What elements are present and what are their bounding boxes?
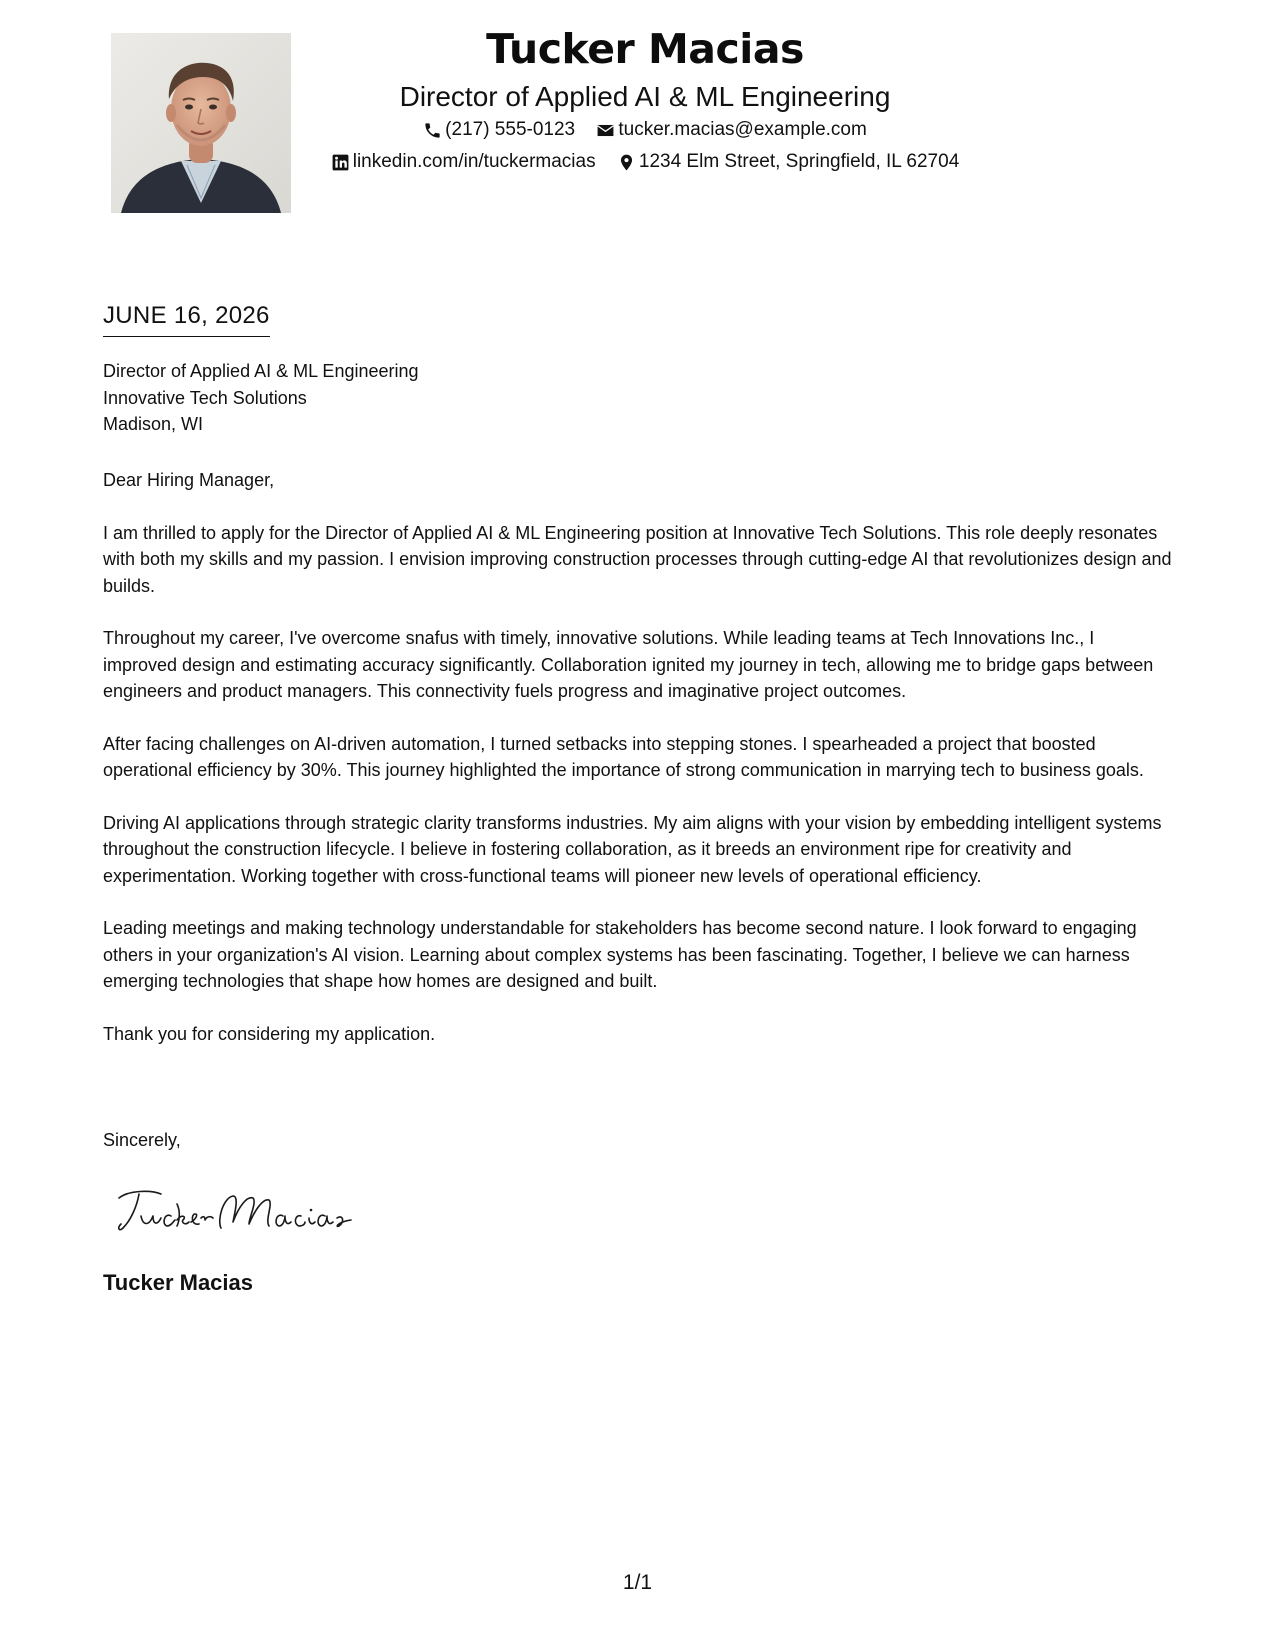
contact-address [617, 146, 959, 178]
letter-header [300, 18, 990, 178]
phone-text: (217) 555-0123 [445, 119, 576, 140]
letter-date: JUNE 16, 2026 [103, 298, 270, 337]
profile-photo [111, 33, 291, 213]
envelope-icon [596, 121, 615, 140]
contact-email[interactable] [596, 114, 866, 146]
contact-line-1 [300, 114, 990, 146]
linkedin-icon [331, 153, 350, 172]
contact-phone[interactable] [423, 114, 575, 146]
recipient-block [103, 358, 419, 438]
paragraph: Throughout my career, I've overcome snafus with timely, innovative solutions. While leading teams at Tech Innovations Inc., I improved design and estimating accuracy significantly. Collaboration ignited my journey in tech, allowing me to bridge gaps between engineers and product managers. This connectivity fuels progress and imaginative project outcomes. [103, 628, 1154, 701]
linkedin-text: linkedin.com/in/tuckermacias [352, 151, 596, 172]
contact-linkedin[interactable] [331, 146, 596, 178]
paragraph: Driving AI applications through strategic clarity transforms industries. My aim aligns with your vision by embedding intelligent systems throughout the construction lifecycle. I believe in fostering collaboration, as it breeds an environment ripe for creativity and experimentation. Working together with cross-functional teams will pioneer new levels of operational efficiency. [103, 812, 1162, 886]
phone-icon [423, 121, 442, 140]
recipient-company: Innovative Tech Solutions [103, 387, 307, 408]
paragraph: Leading meetings and making technology understandable for stakeholders has become second nature. I look forward to engaging others in your organization's AI vision. Learning about complex systems has been fascinating. Together, I believe we can harness emerging technologies that shape how homes are designed and built. [103, 918, 1137, 991]
salutation: Dear Hiring Manager, [103, 470, 275, 490]
letter-content [103, 467, 1173, 1073]
paragraph: I am thrilled to apply for the Director of Applied AI & ML Engineering position at Innovative Tech Solutions. This role deeply resonates with both my skills and my passion. I envision improving construction processes through cutting-edge AI that revolutionizes design and builds. [103, 522, 1172, 596]
contact-line-2 [300, 146, 990, 178]
email-text: tucker.macias@example.com [618, 119, 867, 140]
applicant-title: Director of Applied AI & ML Engineering [399, 81, 891, 112]
address-text: 1234 Elm Street, Springfield, IL 62704 [638, 151, 960, 172]
signature-image [115, 1182, 355, 1242]
paragraph: Thank you for considering my application. [103, 1023, 436, 1044]
signed-name: Tucker Macias [103, 1270, 254, 1295]
paragraph: After facing challenges on AI-driven automation, I turned setbacks into stepping stones. I spearheaded a project that boosted operational efficiency by 30%. This journey highlighted the importance of strong communication in marrying tech to business goals. [103, 733, 1144, 780]
closing: Sincerely, [103, 1130, 181, 1150]
map-pin-icon [617, 153, 636, 172]
recipient-position: Director of Applied AI & ML Engineering [103, 361, 419, 381]
applicant-name: Tucker Macias [486, 25, 804, 73]
recipient-location: Madison, WI [103, 414, 204, 434]
page-number: 1/1 [622, 1571, 653, 1594]
